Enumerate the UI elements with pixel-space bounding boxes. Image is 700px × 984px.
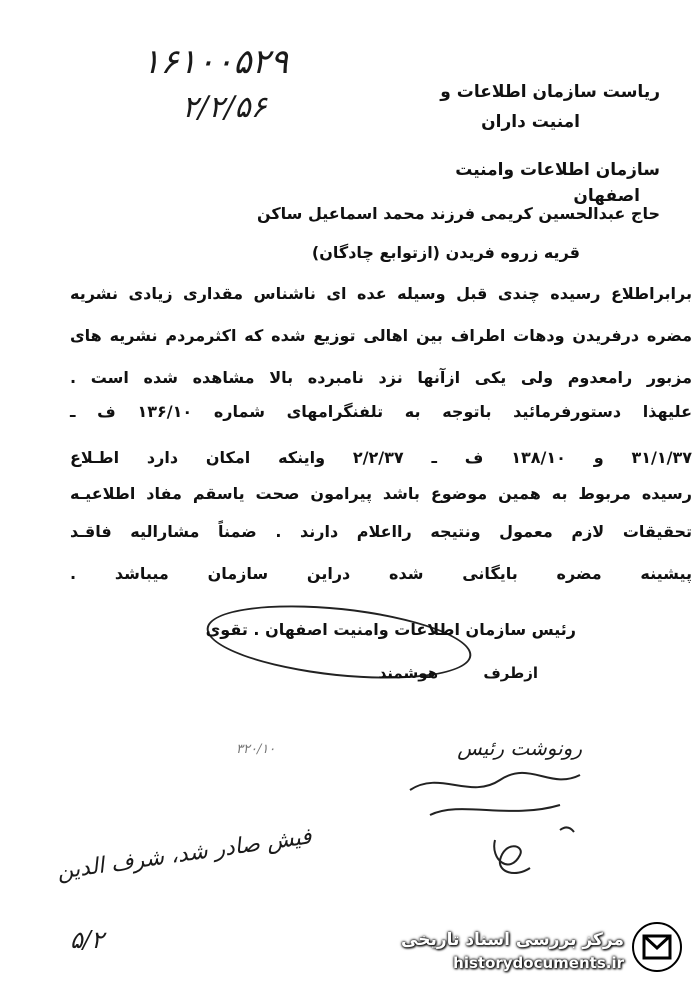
handwritten-note-left-number: ۵/۲ — [70, 926, 104, 954]
subject-line-1: حاج عبدالحسین کریمی فرزند محمد اسماعیل ساکن — [256, 204, 660, 223]
watermark-url: historydocuments.ir — [453, 954, 624, 972]
addressee-line-2: امنیت داران — [481, 112, 580, 132]
subject-line-2: قریه زروه فریدن (ازتوابع چادگان) — [311, 243, 580, 262]
addressee-line-4: اصفهان — [573, 186, 640, 206]
handwritten-small-mark: ۳۲۰/۱۰ — [236, 742, 276, 757]
watermark-title: مرکز بررسی اسناد تاریخی — [401, 930, 624, 950]
body-line: مزبور رامعدوم ولی یکی ازآنها نزد نامبرده بالا مشاهده شده است . — [70, 368, 692, 387]
addressee-line-3: سازمان اطلاعات وامنیت — [455, 160, 660, 180]
watermark — [401, 930, 624, 972]
watermark-logo-icon — [630, 920, 684, 974]
handwritten-date: ۲/۲/۵۶ — [182, 90, 267, 125]
body-line: پیشینه مضره بایگانی شده دراین سازمان میباشد . — [70, 564, 692, 583]
body-line: برابراطلاع رسیده چندی قبل وسیله عده ای ناشناس مقداری زیادی نشریه — [70, 284, 692, 303]
body-line: ۳۱/۱/۳۷ و ۱۳۸/۱۰ ف ـ ۲/۲/۳۷ واینکه امکان دارد اطـلاع — [70, 448, 693, 467]
handwritten-reference-number: ۱۶۱۰۰۵۲۹ — [142, 42, 289, 82]
handwritten-note-top-right: رونوشت رئیس — [457, 736, 582, 760]
signature-from-label: ازطرف — [483, 664, 538, 682]
body-line: رسیده مربوط به همین موضوع باشد پیرامون صحت یاسقم مفاد اطلاعیـه — [70, 484, 692, 503]
signature-name: هوشمند — [378, 664, 438, 682]
body-line: مضره درفریدن ودهات اطراف بین اهالی توزیع شده که اکثرمردم نشریه های — [70, 326, 692, 345]
addressee-line-1: ریاست سازمان اطلاعات و — [440, 82, 660, 102]
body-line: تحقیقات لازم معمول ونتیجه رااعلام دارند . ضمناً مشارالیه فاقـد — [70, 522, 692, 541]
body-line: علیهذا دستورفرمائید باتوجه به تلفنگرامهای شماره ۱۳۶/۱۰ ف ـ — [70, 402, 693, 421]
handwritten-note-left: فیش صادر شد، شرف الدین — [55, 824, 314, 885]
handwritten-signature-scribble — [400, 760, 590, 890]
signature-title: رئیس سازمان اطلاعات وامنیت اصفهان . تقوی — [205, 620, 576, 639]
